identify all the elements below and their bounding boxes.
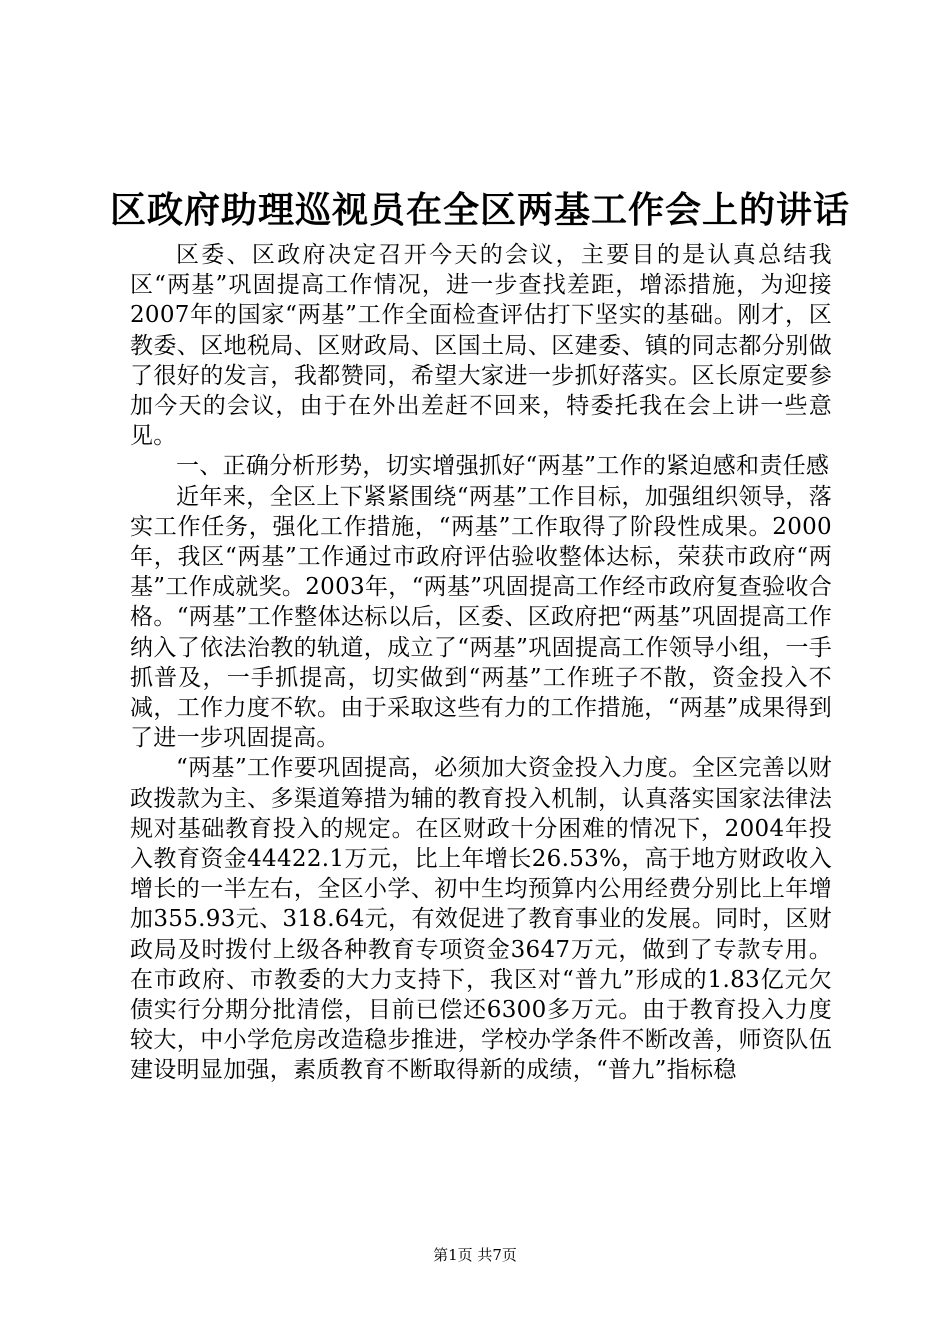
paragraph-achievements: 近年来，全区上下紧紧围绕“两基”工作目标，加强组织领导，落实工作任务，强化工作措施，“两基”工作取得了阶段性成果。2000年，我区“两基”工作通过市政府评估验收整体达标，荣获市政府“两基”工作成就奖。2003年，“两基”巩固提高工作经市政府复查验收合格。“两基”工作整体达标以后，区委、区政府把“两基”巩固提高工作纳入了依法治教的轨道，成立了“两基”巩固提高工作领导小组，一手抓普及，一手抓提高，切实做到“两基”工作班子不散，资金投入不减，工作力度不软。由于采取这些有力的工作措施，“两基”成果得到了进一步巩固提高。 xyxy=(130,483,832,752)
document-body xyxy=(130,240,832,1086)
paragraph-funding: “两基”工作要巩固提高，必须加大资金投入力度。全区完善以财政拨款为主、多渠道筹措为辅的教育投入机制，认真落实国家法律法规对基础教育投入的规定。在区财政十分困难的情况下，2004年投入教育资金44422.1万元，比上年增长26.53%，高于地方财政收入增长的一半左右，全区小学、初中生均预算内公用经费分别比上年增加355.93元、318.64元，有效促进了教育事业的发展。同时，区财政局及时拨付上级各种教育专项资金3647万元，做到了专款专用。在市政府、市教委的大力支持下，我区对“普九”形成的1.83亿元欠债实行分期分批清偿，目前已偿还6300多万元。由于教育投入力度较大，中小学危房改造稳步推进，学校办学条件不断改善，师资队伍建设明显加强，素质教育不断取得新的成绩，“普九”指标稳 xyxy=(130,755,832,1084)
page-number-footer: 第1页 共7页 xyxy=(433,1246,517,1264)
section-heading-1: 一、正确分析形势，切实增强抓好“两基”工作的紧迫感和责任感 xyxy=(176,453,830,480)
document-title: 区政府助理巡视员在全区两基工作会上的讲话 xyxy=(109,189,850,231)
paragraph-intro: 区委、区政府决定召开今天的会议，主要目的是认真总结我区“两基”巩固提高工作情况，进一步查找差距，增添措施，为迎接2007年的国家“两基”工作全面检查评估打下坚实的基础。刚才，区教委、区地税局、区财政局、区国土局、区建委、镇的同志都分别做了很好的发言，我都赞同，希望大家进一步抓好落实。区长原定要参加今天的会议，由于在外出差赶不回来，特委托我在会上讲一些意见。 xyxy=(130,242,832,450)
